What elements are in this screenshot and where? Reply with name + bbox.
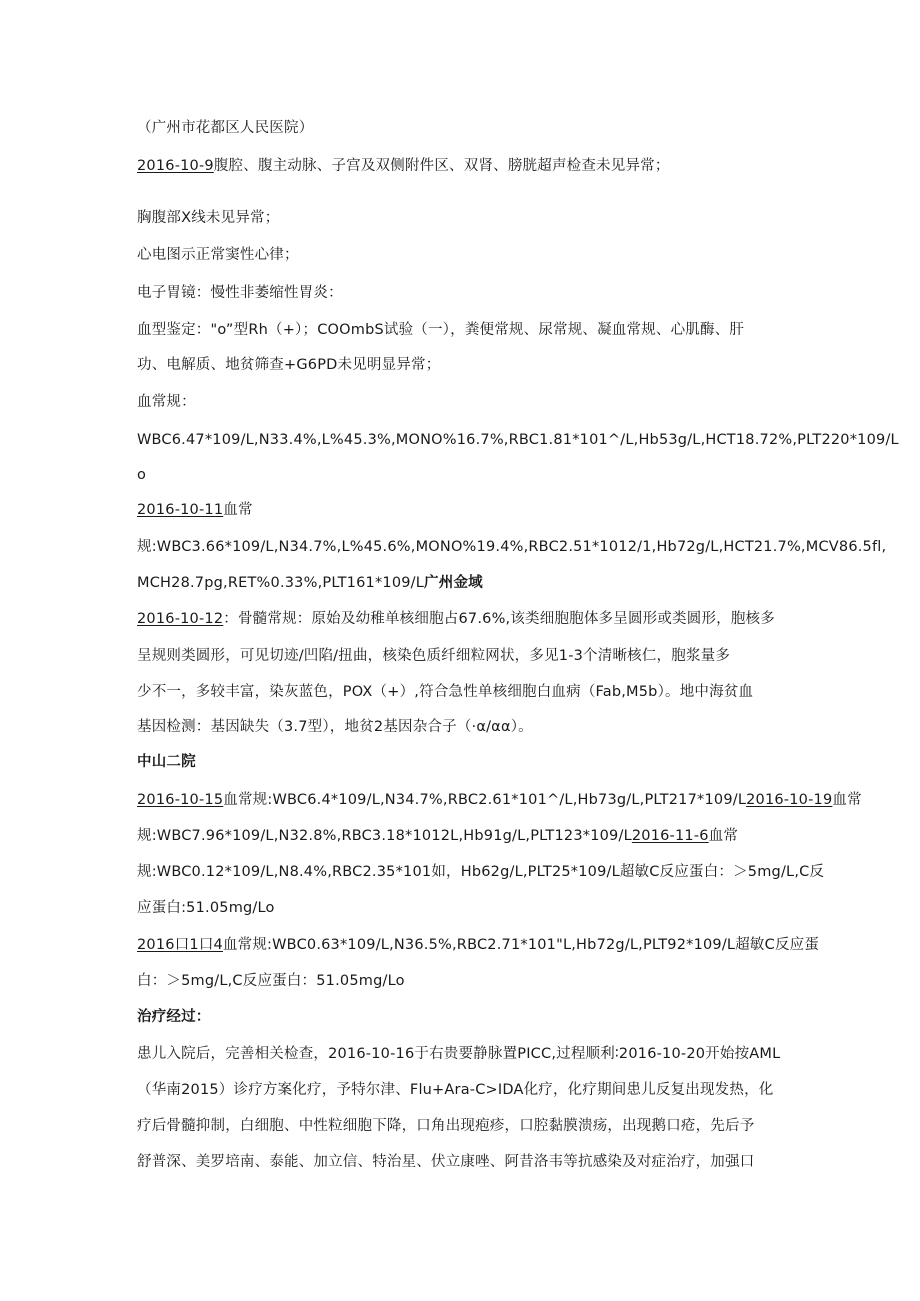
- cbc-line-1b: o: [137, 467, 147, 483]
- cbc-1015-line: 2016-10-15血常规:WBC6.4*109∕L,N34.7%,RBC2.61*101^∕L,Hb73g∕L,PLT217*109∕L2016-10-19血常: [137, 792, 862, 808]
- gastroscopy-line: 电子胃镜：慢性非萎缩性胃炎：: [137, 285, 343, 301]
- bone-marrow-line-3: 少不一，多较丰富，染灰蓝色，POX（+）,符合急性单核细胞白血病（Fab,M5b）。地中海贫血: [137, 684, 754, 700]
- cbc-1011-line-2: 规:WBC3.66*109∕L,N34.7%,L%45.6%,MONO%19.4%,RBC2.51*1012/1,Hb72g∕L,HCT21.7%,MCV86.5fl,: [137, 539, 887, 555]
- cbc-116-line-3: 应蛋白:51.05mg∕Lo: [137, 900, 275, 916]
- treatment-line-2: （华南2015）诊疗方案化疗，予特尔津、Flu+Ara-C>IDA化疗，化疗期间患儿反复出现发热，化: [137, 1082, 774, 1098]
- bone-marrow-line-2: 呈规则类圆形，可见切迹/凹陷/扭曲，核染色质纤细粒网状，多见1-3个清晰核仁，胞浆量多: [137, 648, 731, 664]
- treatment-line-1: 患儿入院后，完善相关检查，2016-10-16于右贵要静脉置PICC,过程顺利∶2016-10-20开始按AML: [137, 1046, 781, 1062]
- cbc-title: 血常规：: [137, 394, 196, 410]
- blood-type-line-2: 功、电解质、地贫筛查+G6PD未见明显异常；: [137, 357, 441, 373]
- date-label: 2016-10-11: [137, 502, 224, 518]
- hospital-heading-2: 中山二院: [137, 754, 196, 770]
- date-label: 2016-10-9: [137, 158, 214, 174]
- cbc-116-line-2: 规:WBC0.12*109∕L,N8.4%,RBC2.35*101如，Hb62g∕L,PLT25*109∕L超敏C反应蛋白：＞5mg∕L,C反: [137, 864, 825, 880]
- cbc-1011-line-3: MCH28.7pg,RET%0.33%,PLT161*109∕L广州金域: [137, 575, 483, 591]
- cbc-1019-line: 规:WBC7.96*109∕L,N32.8%,RBC3.18*1012L,Hb91g∕L,PLT123*109∕L2016-11-6血常: [137, 828, 739, 844]
- cbc-dx-line-1: 2016口1口4血常规:WBC0.63*109∕L,N36.5%,RBC2.71*101"L,Hb72g∕L,PLT92*109∕L超敏C反应蛋: [137, 937, 820, 953]
- date-label: 2016-10-12: [137, 611, 224, 627]
- treatment-line-4: 舒普深、美罗培南、泰能、加立信、特治星、伏立康唑、阿昔洛韦等抗感染及对症治疗，加强口: [137, 1154, 755, 1170]
- cbc-1011-line: 2016-10-11血常: [137, 502, 253, 518]
- cbc-dx-line-2: 白：＞5mg∕L,C反应蛋白：51.05mg∕Lo: [137, 973, 405, 989]
- blood-type-line-1: 血型鉴定："o”型Rh（+）；COOmbS试验（一），粪便常规、尿常规、凝血常规、心肌酶、肝: [137, 322, 745, 338]
- ultrasound-line: 2016-10-9腹腔、腹主动脉、子宫及双侧附件区、双肾、膀胱超声检查未见异常；: [137, 158, 670, 174]
- ecg-line: 心电图示正常窦性心律；: [137, 247, 299, 263]
- date-label: 2016-10-19: [746, 792, 833, 808]
- date-label: 2016-10-15: [137, 792, 224, 808]
- date-label: 2016-11-6: [631, 828, 709, 844]
- bone-marrow-line-4: 基因检测：基因缺失（3.7型），地贫2基因杂合子（·α∕αα）。: [137, 719, 533, 735]
- date-label: 2016口1口4: [137, 937, 223, 953]
- treatment-heading: 治疗经过：: [137, 1009, 211, 1025]
- cbc-line-1: WBC6.47*109∕L,N33.4%,L%45.3%,MONO%16.7%,RBC1.81*101^∕L,Hb53g∕L,HCT18.72%,PLT220*109∕L: [137, 432, 899, 448]
- bone-marrow-line-1: 2016-10-12：骨髓常规：原始及幼稚单核细胞占67.6%,该类细胞胞体多呈圆形或类圆形，胞核多: [137, 611, 775, 627]
- xray-line: 胸腹部X线未见异常；: [137, 210, 280, 226]
- hospital-heading-1: （广州市花都区人民医院）: [137, 120, 314, 136]
- lab-name: 广州金域: [424, 575, 483, 591]
- treatment-line-3: 疗后骨髓抑制，白细胞、中性粒细胞下降，口角出现疱疹，口腔黏膜溃疡，出现鹅口疮，先后予: [137, 1118, 755, 1134]
